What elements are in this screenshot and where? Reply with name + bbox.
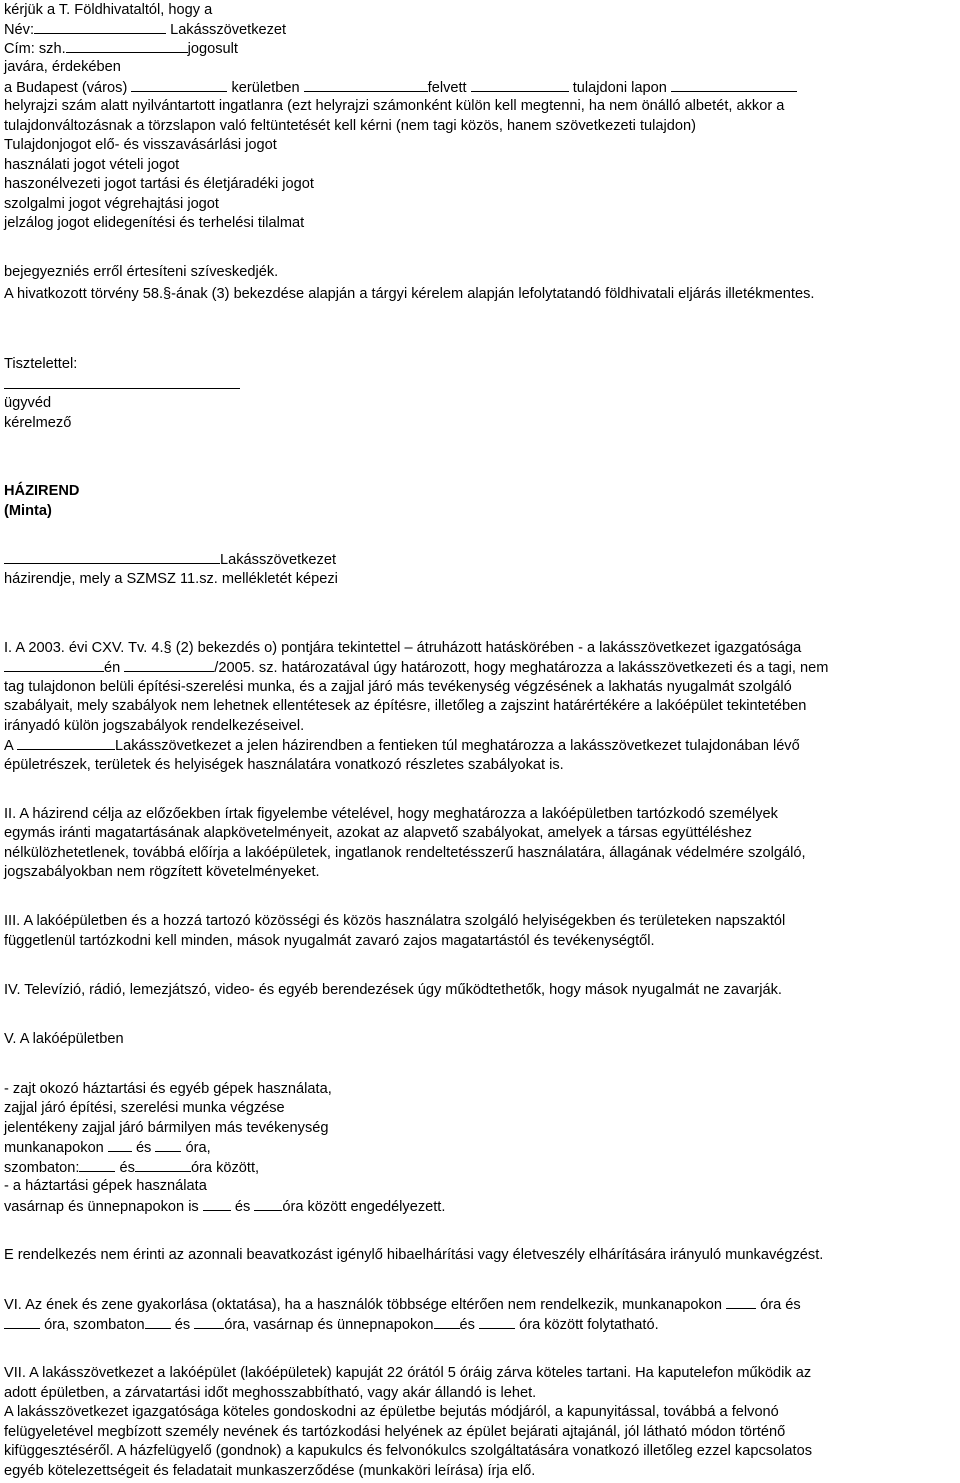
text-line: tag tulajdonon belüli építési-szerelési munka, és a zajjal járó más tevékenység végzésének a lakhatás nyugalmát szolgáló — [4, 679, 792, 695]
blank-field — [471, 77, 569, 92]
year-suffix: én — [104, 660, 121, 676]
blank-field — [124, 657, 214, 672]
coop-label: Lakásszövetkezet — [220, 552, 337, 568]
text-line: - a háztartási gépek használata — [4, 1178, 207, 1194]
closing-greeting: Tisztelettel: — [4, 356, 78, 372]
blank-field — [66, 38, 188, 53]
hour-between-label: óra között, — [190, 1160, 260, 1176]
text-line: épületrészek, területek és helyiségek használatára vonatkozó részletes szabályokat is. — [4, 757, 564, 773]
text-line: A hivatkozott törvény 58.§-ának (3) bekezdése alapján a tárgyi kérelem alapján lefolytatandó földhivatali eljárás illetékmentes. — [4, 286, 815, 302]
address-line — [4, 38, 238, 58]
text-line: szolgalmi jogot végrehajtási jogot — [4, 196, 219, 212]
section-subtitle: (Minta) — [4, 503, 52, 519]
text-line: Tulajdonjogot elő- és visszavásárlási jogot — [4, 137, 277, 153]
text-line: II. A házirend célja az előzőekben írtak figyelembe vételével, hogy meghatározza a lakóépületben tartózkodó személyek — [4, 806, 778, 822]
hour-label: óra, — [185, 1140, 211, 1156]
text-line: egymás iránti magatartásának alapkövetelményeit, azokat az alapvető szabályokat, amelyek a társas együttéléshez — [4, 825, 752, 841]
music-hours-line — [4, 1314, 659, 1334]
name-line — [4, 19, 286, 39]
sunday-label: vasárnap és ünnepnapokon is — [4, 1199, 199, 1215]
text-line: V. A lakóépületben — [4, 1031, 124, 1047]
text-line: függetlenül tartózkodni kell minden, mások nyugalmát zavaró zajos magatartástól és tevékenységtől. — [4, 933, 655, 949]
text-line: kérelmező — [4, 415, 72, 431]
blank-field — [4, 374, 240, 389]
text-line: bejegyezniés erről értesíteni szíveskedjék. — [4, 264, 279, 280]
address-label: Cím: szh. — [4, 41, 66, 57]
blank-field — [4, 657, 104, 672]
saturday-hours-line — [4, 1157, 259, 1177]
text-line: helyrajzi szám alatt nyilvántartott ingatlanra (ezt helyrajzi számonként külön kell megtenni, ha nem önálló albetét, akkor a — [4, 98, 785, 114]
text-line: jelzálog jogot elidegenítési és terhelési tilalmat — [4, 215, 305, 231]
text-line: A lakásszövetkezet igazgatósága köteles gondoskodni az épületbe bejutás módjáról, a kapunyitással, továbbá a felvonó — [4, 1404, 779, 1420]
blank-field — [34, 19, 166, 34]
name-label: Név: — [4, 22, 35, 38]
district-label: kerületben — [231, 80, 300, 96]
text-line: irányadó külön jogszabályok rendelkezéseivel. — [4, 718, 305, 734]
text-line: adott épületben, a zárvatartási időt meghosszabbítható, vagy akár állandó is lehet. — [4, 1385, 537, 1401]
text-line: kérjük a T. Földhivataltól, hogy a — [4, 2, 213, 18]
blank-field — [726, 1294, 756, 1309]
coop-label: Lakásszövetkezet — [170, 22, 287, 38]
text-line: zajjal járó építési, szerelési munka végzése — [4, 1100, 285, 1116]
registered-label: felvett — [427, 80, 467, 96]
text-line: tulajdonváltozásnak a törzslapon való feltüntetését kell kérni (nem tagi közös, hanem szövetkezeti tulajdon) — [4, 118, 696, 134]
article-word: A — [4, 738, 13, 754]
text-line: E rendelkezés nem érinti az azonnali beavatkozást igénylő hibaelhárítási vagy életveszély elhárítására irányuló munkavégzést. — [4, 1247, 824, 1263]
and-label: és — [135, 1140, 152, 1156]
blank-field — [155, 1137, 181, 1152]
location-line — [4, 77, 797, 97]
blank-field — [194, 1314, 224, 1329]
coop-name-line — [4, 549, 336, 569]
text-line: haszonélvezeti jogot tartási és életjáradéki jogot — [4, 176, 314, 192]
blank-field — [203, 1196, 231, 1211]
text-line: kifüggesztéséről. A házfelügyelő (gondnok) a kapukulcs és felvonókulcs szolgáltatására vonatkozó illetőleg ezzel kapcsolatos — [4, 1443, 812, 1459]
blank-field — [135, 1157, 191, 1172]
and-label: és — [119, 1160, 135, 1176]
saturday-hours-label: óra, szombaton — [44, 1317, 145, 1333]
and-label: és — [234, 1199, 251, 1215]
blank-field — [108, 1137, 132, 1152]
blank-field — [479, 1314, 515, 1329]
text-line: felügyeletével megbízott személy nevének és tartózkodási helyének az épület bejárati ajtajánál, jól látható módon történő — [4, 1424, 786, 1440]
text-line: ügyvéd — [4, 395, 52, 411]
text-line: - zajt okozó háztartási és egyéb gépek használata, — [4, 1081, 332, 1097]
text-line: javára, érdekében — [4, 59, 121, 75]
blank-field — [131, 77, 227, 92]
coop-rules-text: Lakásszövetkezet a jelen házirendben a fentieken túl meghatározza a lakásszövetkezet tulajdonában lévő — [115, 738, 800, 754]
allowed-label: óra között folytatható. — [519, 1317, 659, 1333]
music-rule-text: VI. Az ének és zene gyakorlása (oktatása), ha a használók többsége eltérően nem rendelkezik, munkanapokon — [4, 1297, 722, 1313]
decision-line — [4, 657, 828, 677]
text-line: I. A 2003. évi CXV. Tv. 4.§ (2) bekezdés o) pontjára tekintettel – átruházott hatáskörében - a lakásszövetkezet igazgatósága — [4, 640, 802, 656]
text-line: IV. Televízió, rádió, lemezjátszó, video- és egyéb berendezések úgy működtethetők, hogy mások nyugalmát ne zavarják. — [4, 982, 782, 998]
hour-and-label: óra és — [760, 1297, 801, 1313]
entitled-label: jogosult — [187, 41, 238, 57]
blank-field — [304, 77, 428, 92]
title-deed-label: tulajdoni lapon — [572, 80, 667, 96]
permitted-label: óra között engedélyezett. — [282, 1199, 446, 1215]
saturday-label: szombaton: — [4, 1160, 80, 1176]
section-title: HÁZIREND — [4, 483, 80, 499]
blank-field — [145, 1314, 171, 1329]
text-line: jelentékeny zajjal járó bármilyen más tevékenység — [4, 1120, 329, 1136]
blank-field — [4, 1314, 40, 1329]
city-label: a Budapest (város) — [4, 80, 128, 96]
sunday-hours-label: óra, vasárnap és ünnepnapokon — [224, 1317, 434, 1333]
and-label: és — [459, 1317, 475, 1333]
weekday-label: munkanapokon — [4, 1140, 104, 1156]
signature-line — [4, 374, 240, 394]
coop-rules-line — [4, 735, 800, 755]
blank-field — [4, 549, 220, 564]
weekday-hours-line — [4, 1137, 211, 1157]
blank-field — [434, 1314, 460, 1329]
blank-field — [254, 1196, 282, 1211]
text-line: III. A lakóépületben és a hozzá tartozó közösségi és közös használatra szolgáló helyiségekben és területeken napszaktól — [4, 913, 786, 929]
blank-field — [671, 77, 797, 92]
and-label: és — [174, 1317, 191, 1333]
text-line: jogszabályokban nem rögzített követelményeket. — [4, 864, 320, 880]
text-line: VII. A lakásszövetkezet a lakóépület (lakóépületek) kapuját 22 órától 5 óráig zárva köteles tartani. Ha kaputelefon működik az — [4, 1365, 812, 1381]
text-line: házirendje, mely a SZMSZ 11.sz. mellékletét képezi — [4, 571, 338, 587]
text-line: nélkülözhetetlenek, továbbá előírja a lakóépületek, ingatlanok rendeltetésszerű használatára, állagának védelmére szolgáló, — [4, 845, 806, 861]
text-line: használati jogot vételi jogot — [4, 157, 180, 173]
blank-field — [79, 1157, 115, 1172]
text-line: szabályait, mely szabályok nem lehetnek ellentétesek az építésre, illetőleg a zajszint határértékére a lakóépület tekintetében — [4, 698, 807, 714]
sunday-hours-line — [4, 1196, 445, 1216]
music-rule-line — [4, 1294, 801, 1314]
blank-field — [17, 735, 115, 750]
decision-text: /2005. sz. határozatával úgy határozott, hogy meghatározza a lakásszövetkezeti és a tagi, nem — [214, 660, 829, 676]
text-line: egyéb kötelezettségeit és feladatait munkaszerződése (munkaköri leírása) írja elő. — [4, 1463, 536, 1479]
